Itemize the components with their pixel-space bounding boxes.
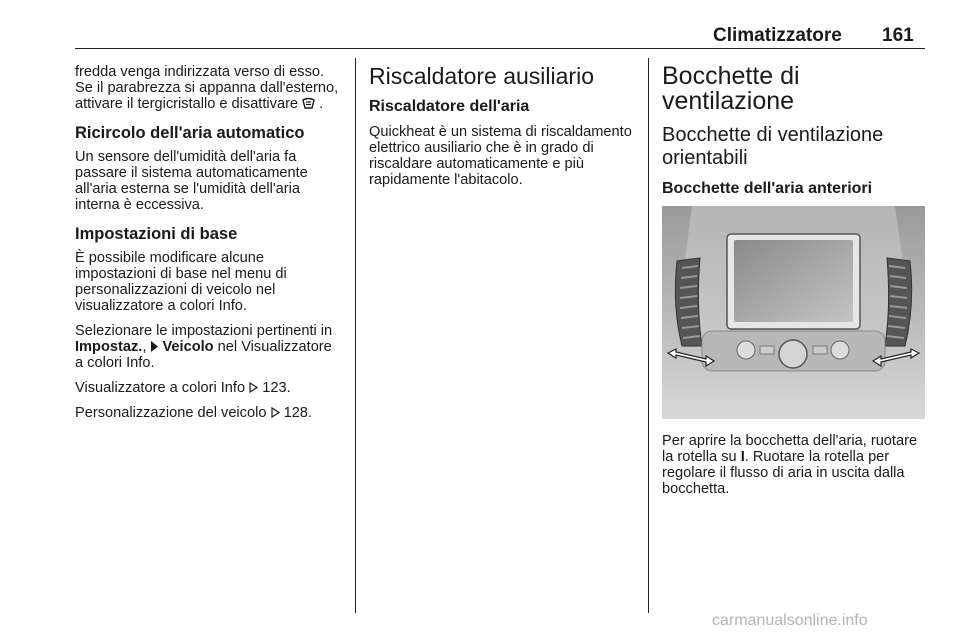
page-number: 161 [882, 25, 914, 46]
header-divider [75, 48, 925, 49]
adjustable-vents-subheading: Bocchette di ventilazione orientabili [662, 124, 884, 169]
watermark: carmanualsonline.info [712, 612, 868, 629]
open-position-symbol: I [740, 449, 745, 465]
basic-settings-heading: Impostazioni di base [75, 225, 238, 243]
settings-menu-label: Impostaz. [75, 339, 143, 355]
vent-caption: Per aprire la bocchetta dell'aria, ruotare la rotella su I. Ruotare la rotella per regolare il flusso di aria in uscita dalla bocchetta. [662, 433, 918, 497]
reference-personalization: Personalizzazione del veicolo 128. [75, 405, 312, 421]
page-title: Climatizzatore [713, 25, 842, 46]
basic-settings-paragraph: È possibile modificare alcune impostazioni di base nel menu di personalizzazioni di veicolo nel visualizzatore a colori Info. [75, 250, 287, 314]
column-divider-2 [648, 58, 649, 613]
dashboard-vents-figure [662, 206, 925, 419]
right-arrow-icon [150, 339, 162, 355]
recirc-paragraph: Un sensore dell'umidità dell'aria fa passare il sistema automaticamente all'aria esterna se l'umidità dell'aria interna è eccessiva. [75, 149, 308, 213]
column-1 [75, 64, 343, 430]
air-heater-subheading: Riscaldatore dell'aria [369, 98, 530, 115]
column-3 [662, 64, 927, 506]
aux-heater-heading: Riscaldatore ausiliario [369, 63, 594, 89]
column-divider-1 [355, 58, 356, 613]
front-vents-heading: Bocchette dell'aria anteriori [662, 180, 873, 197]
page-reference-icon [271, 405, 284, 421]
windscreen-fan-icon [302, 96, 319, 112]
column-2 [369, 64, 634, 197]
vents-heading: Bocchette di ventilazione [662, 62, 800, 115]
select-settings-paragraph: Selezionare le impostazioni pertinenti in Impostaz., Veicolo nel Visualizzatore a colori Info. [75, 323, 333, 371]
recirc-heading: Ricircolo dell'aria automatico [75, 124, 305, 142]
page-reference-icon [249, 380, 262, 396]
intro-paragraph: fredda venga indirizzata verso di esso. Se il parabrezza si appanna dall'esterno, attivare il tergicristallo e disattivare . [75, 64, 339, 112]
vehicle-menu-label: Veicolo [162, 339, 214, 355]
quickheat-paragraph: Quickheat è un sistema di riscaldamento elettrico ausiliario che è in grado di riscaldare automaticamente e più rapidamente l'abitacolo. [369, 124, 632, 188]
reference-info-display: Visualizzatore a colori Info 123. [75, 380, 291, 396]
